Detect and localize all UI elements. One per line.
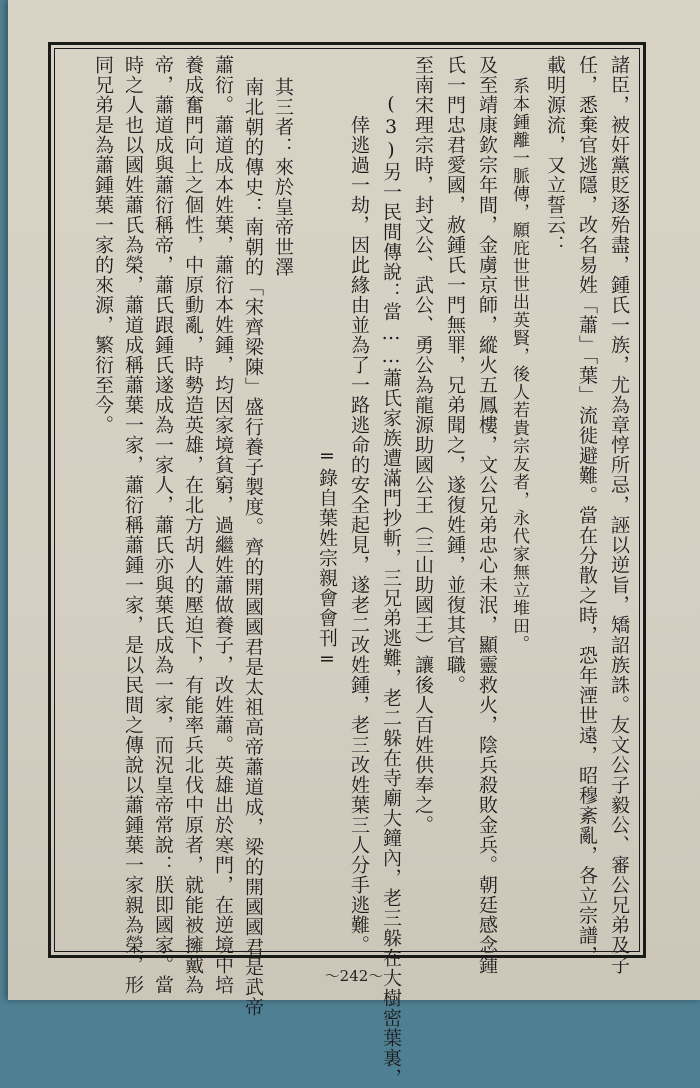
text-column: 諸臣，被奸黨貶逐殆盡，鍾氏一族，尤為章惇所忌，誣以逆旨，矯詔族誅。友文公子毅公、審公兄弟及子 [608,55,630,975]
verse-column: 系本鍾離一脈傳，願庇世世出英賢，後人若貴宗友者，永代家無立堆田。 [509,77,529,653]
text-column: 蕭衍。蕭道成本姓葉，蕭衍本姓鍾，均因家境貧窮，過繼姓蕭做養子，改姓蕭。英雄出於寒門，在逆境中培 [212,55,234,995]
text-column: 倖逃過一劫，因此緣由並為了一路逃命的安全起見，遂老二改姓鍾，老三改姓葉三人分手逃難。 [348,115,370,955]
text-column: 帝，蕭道成與蕭衍稱帝，蕭氏跟鍾氏遂成為一家人，蕭氏亦與葉氏成為一家，而況皇帝常說：朕即國家。當 [152,55,174,995]
text-column: 南北朝的傳史：南朝的「宋齊梁陳」盛行養子製度。齊的開國國君是太祖高帝蕭道成，梁的開國國君是武帝 [242,77,264,1017]
book-page [8,0,700,1088]
source-citation: =錄自葉姓宗親會會刊= [316,445,338,671]
text-column: (3)另一民間傳說：當……蕭氏家族遭滿門抄斬，三兄弟逃難，老二躲在寺廟大鐘內，老三躲在大樹密葉裏， [380,93,402,1088]
text-column: 任，悉棄官逃隱，改名易姓「蕭」「葉」流徙避難。當在分散之時，恐年湮世遠，昭穆紊亂，各立宗譜， [576,55,598,966]
text-column: 時之人也以國姓蕭氏為榮，蕭道成稱蕭葉一家，蕭衍稱蕭鍾一家，是以民間之傳說以蕭鍾葉一家親為榮，形 [122,55,144,995]
text-column: 養成奮門向上之個性，中原動亂，時勢造英雄，在北方胡人的壓迫下，有能率兵北伐中原者，就能被擁戴為 [182,55,204,995]
text-column: 及至靖康欽宗年間，金虜京師，縱火五鳳樓，文公兄弟忠心未泯，顯靈救火，陰兵殺敗金兵。朝廷感念鍾 [476,55,498,975]
text-column: 載明源流，又立誓云： [544,55,566,255]
text-column: 同兄弟是為蕭鍾葉一家的來源，繁衍至今。 [92,55,114,435]
section-heading: 其三者：來於皇帝世澤 [272,77,294,277]
text-column: 氏一門忠君愛國，赦鍾氏一門無罪，兄弟聞之，遂復姓鍾，並復其官職。 [444,55,466,695]
text-column: 至南宋理宗時，封文公、武公、勇公為龍源助國公王（三山助國王）讓後人百姓供奉之。 [412,55,434,835]
page-number: ～242～ [324,967,384,985]
